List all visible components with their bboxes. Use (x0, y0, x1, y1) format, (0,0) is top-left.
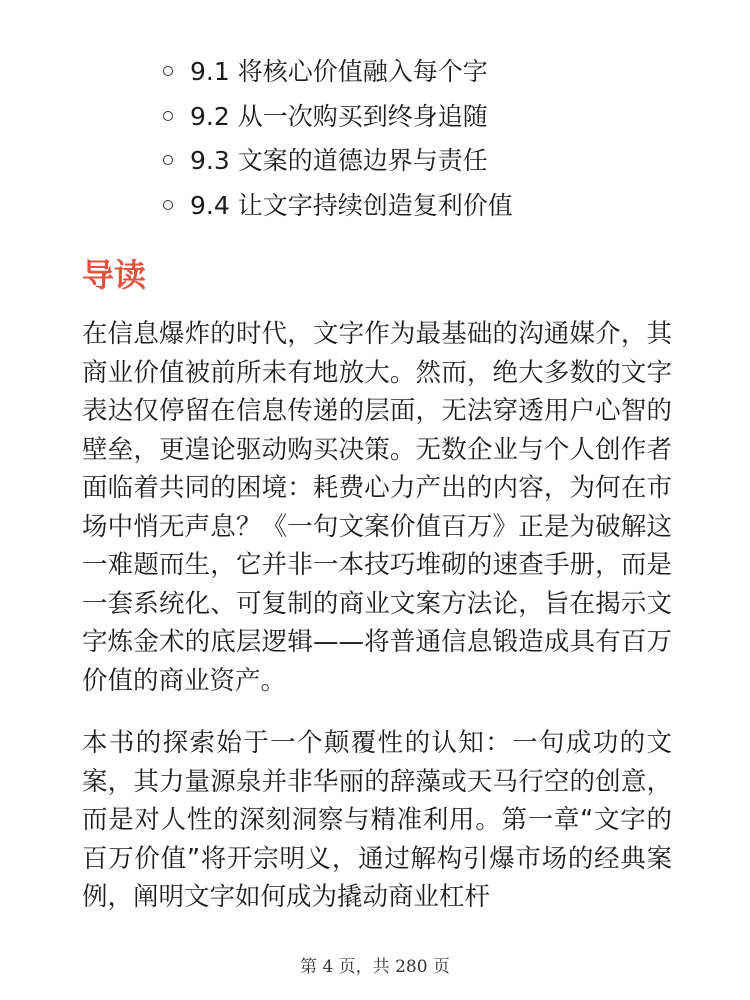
toc-item-label: 9.2 从一次购买到终身追随 (190, 101, 488, 131)
hollow-bullet-icon (163, 200, 173, 210)
table-of-contents (160, 50, 513, 228)
toc-item-label: 9.4 让文字持续创造复利价值 (190, 190, 513, 220)
hollow-bullet-icon (163, 66, 173, 76)
toc-item-label: 9.3 文案的道德边界与责任 (190, 146, 488, 175)
toc-item[interactable] (160, 139, 513, 184)
section-heading: 导读 (82, 256, 147, 294)
toc-item-label: 9.1 将核心价值融入每个字 (190, 57, 488, 86)
body-paragraph: 本书的探索始于一个颠覆性的认知：一句成功的文案，其力量源泉并非华丽的辞藻或天马行空的创意，而是对人性的深刻洞察与精准利用。第一章“文字的百万价值”将开宗明义，通过解构引爆市场的经典案例，阐明文字如何成为撬动商业杠杆 (82, 728, 672, 912)
hollow-bullet-icon (163, 111, 173, 121)
page-number-footer: 第 4 页，共 280 页 (300, 957, 450, 977)
toc-item[interactable] (160, 184, 513, 229)
toc-item[interactable] (160, 50, 513, 95)
hollow-bullet-icon (163, 155, 173, 165)
toc-item[interactable] (160, 95, 513, 140)
body-paragraph: 在信息爆炸的时代，文字作为最基础的沟通媒介，其商业价值被前所未有地放大。然而，绝大多数的文字表达仅停留在信息传递的层面，无法穿透用户心智的壁垒，更遑论驱动购买决策。无数企业与个人创作者面临着共同的困境：耗费心力产出的内容，为何在市场中悄无声息？《一句文案价值百万》正是为破解这一难题而生，它并非一本技巧堆砌的速查手册，而是一套系统化、可复制的商业文案方法论，旨在揭示文字炼金术的底层逻辑——将普通信息锻造成具有百万价值的商业资产。 (82, 319, 672, 696)
